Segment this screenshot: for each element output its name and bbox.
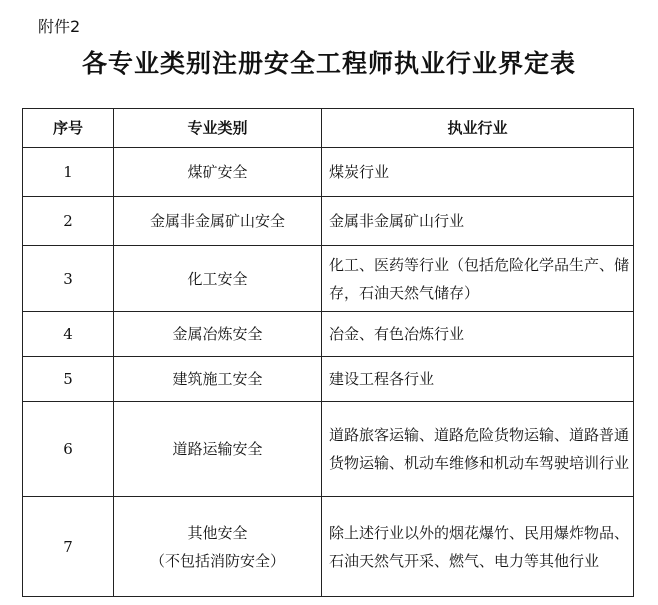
header-category: 专业类别: [114, 109, 322, 148]
row-industry: 化工、医药等行业（包括危险化学品生产、储存，石油天然气储存）: [322, 246, 634, 312]
row-category-cell: [114, 497, 322, 597]
table-header-row: [23, 109, 634, 148]
table-row: [23, 497, 634, 597]
attachment-label: 附件2: [38, 17, 81, 36]
row-no: 6: [23, 402, 114, 497]
row-no: 1: [23, 148, 114, 197]
row-industry: 除上述行业以外的烟花爆竹、民用爆炸物品、石油天然气开采、燃气、电力等其他行业: [322, 497, 634, 597]
table-row: [23, 246, 634, 312]
document-title: 各专业类别注册安全工程师执业行业界定表: [81, 49, 576, 78]
row-industry: 冶金、有色冶炼行业: [322, 312, 634, 357]
header-no: 序号: [23, 109, 114, 148]
row-industry: 金属非金属矿山行业: [322, 197, 634, 246]
row-industry: 煤炭行业: [322, 148, 634, 197]
row-no: 5: [23, 357, 114, 402]
row-category: 金属冶炼安全: [114, 312, 322, 357]
table-row: [23, 197, 634, 246]
table-row: [23, 312, 634, 357]
row-no: 3: [23, 246, 114, 312]
row-no: 2: [23, 197, 114, 246]
row-category: 建筑施工安全: [114, 357, 322, 402]
table-row: [23, 357, 634, 402]
row-no: 7: [23, 497, 114, 597]
table-row: [23, 148, 634, 197]
industry-table: [22, 108, 634, 597]
table-row: [23, 402, 634, 497]
row-category: 化工安全: [114, 246, 322, 312]
row-industry: 建设工程各行业: [322, 357, 634, 402]
row-category-note: （不包括消防安全）: [149, 551, 285, 570]
row-no: 4: [23, 312, 114, 357]
header-industry: 执业行业: [322, 109, 634, 148]
row-category: 其他安全: [187, 523, 248, 542]
row-category: 道路运输安全: [114, 402, 322, 497]
row-category: 金属非金属矿山安全: [114, 197, 322, 246]
row-category: 煤矿安全: [114, 148, 322, 197]
row-industry: 道路旅客运输、道路危险货物运输、道路普通货物运输、机动车维修和机动车驾驶培训行业: [322, 402, 634, 497]
